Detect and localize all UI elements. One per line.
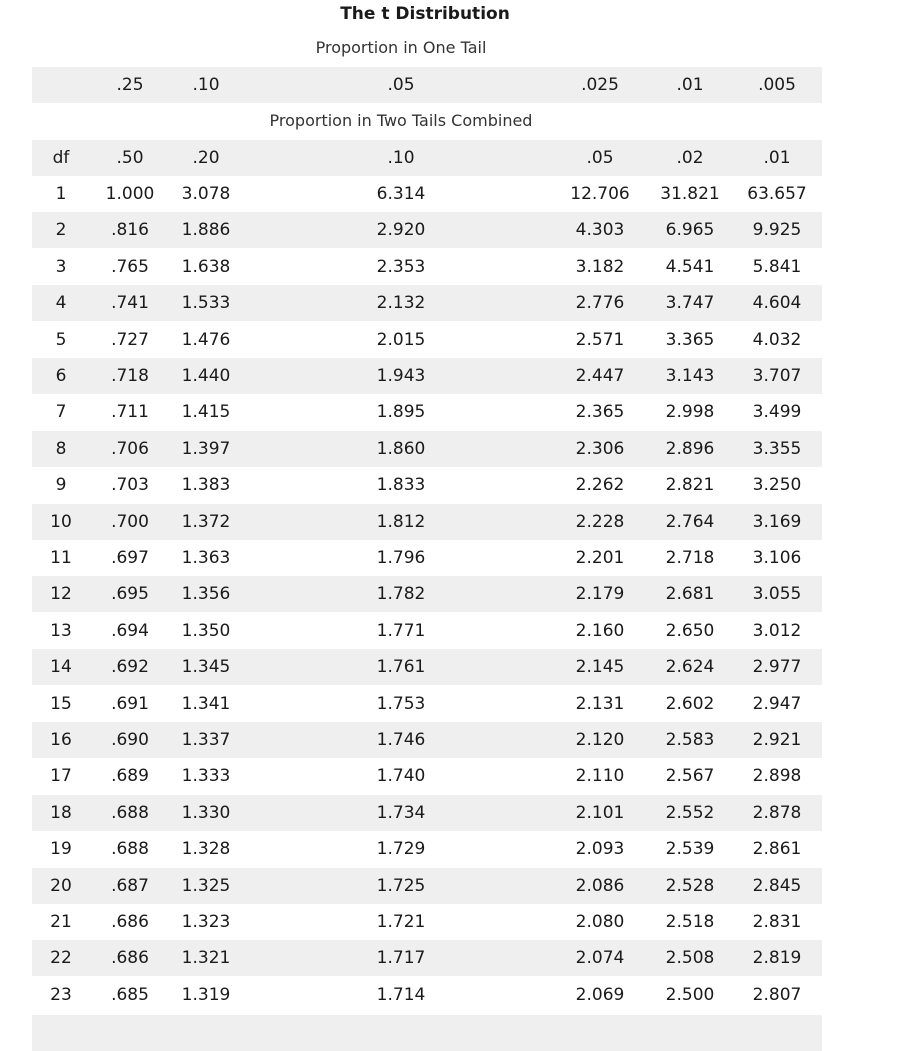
value-cell: 2.831 — [752, 912, 802, 932]
header-cell-blank — [39, 67, 83, 103]
two-tail-header-cell: .01 — [763, 148, 791, 168]
value-cell: 2.120 — [575, 730, 625, 750]
value-cell: .706 — [111, 439, 149, 459]
df-cell: 6 — [55, 366, 67, 386]
value-cell: 2.069 — [575, 985, 625, 1005]
value-cell: 2.074 — [575, 948, 625, 968]
value-cell: 1.717 — [376, 948, 426, 968]
value-cell: 2.528 — [665, 876, 715, 896]
one-tail-header-cell: .01 — [676, 75, 704, 95]
value-cell: .700 — [111, 512, 149, 532]
df-cell: 9 — [55, 475, 67, 495]
value-cell: 2.898 — [752, 766, 802, 786]
value-cell: 1.943 — [376, 366, 426, 386]
value-cell: 1.345 — [181, 657, 231, 677]
value-cell: 1.886 — [181, 220, 231, 240]
value-cell: 1.319 — [181, 985, 231, 1005]
one-tail-header-cell: .05 — [387, 75, 415, 95]
value-cell: 1.761 — [376, 657, 426, 677]
value-cell: 2.201 — [575, 548, 625, 568]
table-row — [32, 285, 822, 321]
table-row — [32, 795, 822, 831]
value-cell: .697 — [111, 548, 149, 568]
value-cell: 1.330 — [181, 803, 231, 823]
value-cell: 1.372 — [181, 512, 231, 532]
df-cell: 23 — [50, 985, 72, 1005]
value-cell: 2.518 — [665, 912, 715, 932]
value-cell: 2.947 — [752, 694, 802, 714]
value-cell: 2.353 — [376, 257, 426, 277]
value-cell: 1.796 — [376, 548, 426, 568]
value-cell: .685 — [111, 985, 149, 1005]
value-cell: 2.878 — [752, 803, 802, 823]
value-cell: .691 — [111, 694, 149, 714]
table-row — [32, 467, 822, 503]
value-cell: 2.086 — [575, 876, 625, 896]
value-cell: .703 — [111, 475, 149, 495]
value-cell: .688 — [111, 839, 149, 859]
value-cell: 3.707 — [752, 366, 802, 386]
one-tail-caption: Proportion in One Tail — [315, 38, 487, 57]
value-cell: .711 — [111, 402, 149, 422]
value-cell: 2.508 — [665, 948, 715, 968]
value-cell: 2.160 — [575, 621, 625, 641]
value-cell: .686 — [111, 912, 149, 932]
value-cell: 4.032 — [752, 330, 802, 350]
one-tail-header-row — [32, 67, 822, 103]
value-cell: 1.337 — [181, 730, 231, 750]
table-row — [32, 212, 822, 248]
value-cell: 3.169 — [752, 512, 802, 532]
df-cell: 22 — [50, 948, 72, 968]
table-title: The t Distribution — [340, 4, 510, 24]
value-cell: 2.228 — [575, 512, 625, 532]
value-cell: 2.807 — [752, 985, 802, 1005]
table-row-partial — [32, 1015, 822, 1051]
value-cell: 1.397 — [181, 439, 231, 459]
df-cell: 18 — [50, 803, 72, 823]
value-cell: 2.080 — [575, 912, 625, 932]
table-row — [32, 940, 822, 976]
value-cell: 1.321 — [181, 948, 231, 968]
value-cell: 3.365 — [665, 330, 715, 350]
value-cell: 1.721 — [376, 912, 426, 932]
table-row — [32, 176, 822, 212]
value-cell: 2.110 — [575, 766, 625, 786]
table-row — [32, 394, 822, 430]
table-row — [32, 868, 822, 904]
df-cell: 21 — [50, 912, 72, 932]
value-cell: 2.306 — [575, 439, 625, 459]
value-cell: 1.325 — [181, 876, 231, 896]
value-cell: 2.101 — [575, 803, 625, 823]
value-cell: 2.718 — [665, 548, 715, 568]
table-row — [32, 977, 822, 1013]
value-cell: 1.323 — [181, 912, 231, 932]
value-cell: 1.746 — [376, 730, 426, 750]
value-cell: 1.725 — [376, 876, 426, 896]
one-tail-header-cell: .005 — [758, 75, 796, 95]
value-cell: 6.314 — [376, 184, 426, 204]
table-row — [32, 504, 822, 540]
value-cell: 2.681 — [665, 584, 715, 604]
value-cell: 1.383 — [181, 475, 231, 495]
value-cell: 3.078 — [181, 184, 231, 204]
value-cell: 4.541 — [665, 257, 715, 277]
value-cell: 1.740 — [376, 766, 426, 786]
value-cell: 1.533 — [181, 293, 231, 313]
value-cell: 3.747 — [665, 293, 715, 313]
value-cell: 2.921 — [752, 730, 802, 750]
table-row — [32, 722, 822, 758]
table-row — [32, 431, 822, 467]
value-cell: 1.000 — [105, 184, 155, 204]
one-tail-header-cell: .25 — [116, 75, 144, 95]
table-row — [32, 758, 822, 794]
value-cell: 3.250 — [752, 475, 802, 495]
value-cell: .694 — [111, 621, 149, 641]
value-cell: 1.350 — [181, 621, 231, 641]
value-cell: .687 — [111, 876, 149, 896]
value-cell: 1.895 — [376, 402, 426, 422]
value-cell: 2.896 — [665, 439, 715, 459]
df-cell: 20 — [50, 876, 72, 896]
df-cell: 16 — [50, 730, 72, 750]
value-cell: 2.583 — [665, 730, 715, 750]
value-cell: 2.998 — [665, 402, 715, 422]
df-cell: 13 — [50, 621, 72, 641]
value-cell: 2.650 — [665, 621, 715, 641]
value-cell: 63.657 — [747, 184, 807, 204]
value-cell: 1.341 — [181, 694, 231, 714]
value-cell: 1.860 — [376, 439, 426, 459]
value-cell: 3.012 — [752, 621, 802, 641]
df-cell: 10 — [50, 512, 72, 532]
table-row — [32, 613, 822, 649]
df-cell: 2 — [55, 220, 67, 240]
value-cell: 1.734 — [376, 803, 426, 823]
df-cell: 12 — [50, 584, 72, 604]
value-cell: 4.303 — [575, 220, 625, 240]
value-cell: 2.845 — [752, 876, 802, 896]
df-cell: 17 — [50, 766, 72, 786]
df-cell: 1 — [55, 184, 67, 204]
value-cell: 5.841 — [752, 257, 802, 277]
two-tail-header-cell: .20 — [192, 148, 220, 168]
table-row — [32, 540, 822, 576]
value-cell: 3.499 — [752, 402, 802, 422]
value-cell: 1.729 — [376, 839, 426, 859]
value-cell: 2.567 — [665, 766, 715, 786]
value-cell: .741 — [111, 293, 149, 313]
two-tail-header-row — [32, 140, 822, 176]
value-cell: 2.861 — [752, 839, 802, 859]
two-tail-header-cell: .50 — [116, 148, 144, 168]
value-cell: 2.365 — [575, 402, 625, 422]
value-cell: 2.093 — [575, 839, 625, 859]
value-cell: 2.539 — [665, 839, 715, 859]
value-cell: 2.624 — [665, 657, 715, 677]
df-cell: 11 — [50, 548, 72, 568]
value-cell: .690 — [111, 730, 149, 750]
value-cell: 2.821 — [665, 475, 715, 495]
value-cell: 1.363 — [181, 548, 231, 568]
df-cell: 7 — [55, 402, 67, 422]
value-cell: 1.415 — [181, 402, 231, 422]
value-cell: 4.604 — [752, 293, 802, 313]
value-cell: 9.925 — [752, 220, 802, 240]
value-cell: .695 — [111, 584, 149, 604]
table-row — [32, 249, 822, 285]
table-row — [32, 322, 822, 358]
value-cell: 3.106 — [752, 548, 802, 568]
value-cell: 6.965 — [665, 220, 715, 240]
df-cell: 14 — [50, 657, 72, 677]
one-tail-header-cell: .10 — [192, 75, 220, 95]
value-cell: 2.602 — [665, 694, 715, 714]
value-cell: 12.706 — [570, 184, 630, 204]
value-cell: .686 — [111, 948, 149, 968]
df-header-cell: df — [52, 148, 70, 168]
value-cell: 3.182 — [575, 257, 625, 277]
value-cell: 1.782 — [376, 584, 426, 604]
two-tail-header-cell: .05 — [586, 148, 614, 168]
df-cell: 4 — [55, 293, 67, 313]
value-cell: 1.714 — [376, 985, 426, 1005]
value-cell: .688 — [111, 803, 149, 823]
table-row — [32, 686, 822, 722]
value-cell: 2.920 — [376, 220, 426, 240]
two-tail-caption: Proportion in Two Tails Combined — [269, 111, 533, 130]
value-cell: .718 — [111, 366, 149, 386]
value-cell: 1.638 — [181, 257, 231, 277]
value-cell: 2.262 — [575, 475, 625, 495]
table-row — [32, 649, 822, 685]
value-cell: 1.333 — [181, 766, 231, 786]
two-tail-header-cell: .10 — [387, 148, 415, 168]
value-cell: 2.764 — [665, 512, 715, 532]
value-cell: 1.771 — [376, 621, 426, 641]
value-cell: 1.753 — [376, 694, 426, 714]
value-cell: 3.143 — [665, 366, 715, 386]
value-cell: 2.179 — [575, 584, 625, 604]
value-cell: .692 — [111, 657, 149, 677]
value-cell: 1.328 — [181, 839, 231, 859]
value-cell: 2.132 — [376, 293, 426, 313]
value-cell: 31.821 — [660, 184, 720, 204]
value-cell: .816 — [111, 220, 149, 240]
table-row — [32, 904, 822, 940]
value-cell: 1.356 — [181, 584, 231, 604]
value-cell: 3.355 — [752, 439, 802, 459]
value-cell: 2.819 — [752, 948, 802, 968]
value-cell: 2.145 — [575, 657, 625, 677]
value-cell: 2.552 — [665, 803, 715, 823]
one-tail-header-cell: .025 — [581, 75, 619, 95]
value-cell: 2.776 — [575, 293, 625, 313]
value-cell: 2.500 — [665, 985, 715, 1005]
value-cell: 1.440 — [181, 366, 231, 386]
value-cell: 2.977 — [752, 657, 802, 677]
two-tail-header-cell: .02 — [676, 148, 704, 168]
value-cell: 3.055 — [752, 584, 802, 604]
value-cell: .765 — [111, 257, 149, 277]
table-row — [32, 576, 822, 612]
value-cell: 2.131 — [575, 694, 625, 714]
value-cell: .689 — [111, 766, 149, 786]
df-cell: 5 — [55, 330, 67, 350]
table-row — [32, 358, 822, 394]
value-cell: 1.812 — [376, 512, 426, 532]
value-cell: .727 — [111, 330, 149, 350]
df-cell: 8 — [55, 439, 67, 459]
value-cell: 2.447 — [575, 366, 625, 386]
value-cell: 1.476 — [181, 330, 231, 350]
df-cell: 3 — [55, 257, 67, 277]
value-cell: 2.571 — [575, 330, 625, 350]
value-cell: 1.833 — [376, 475, 426, 495]
value-cell: 2.015 — [376, 330, 426, 350]
table-row — [32, 831, 822, 867]
df-cell: 15 — [50, 694, 72, 714]
df-cell: 19 — [50, 839, 72, 859]
